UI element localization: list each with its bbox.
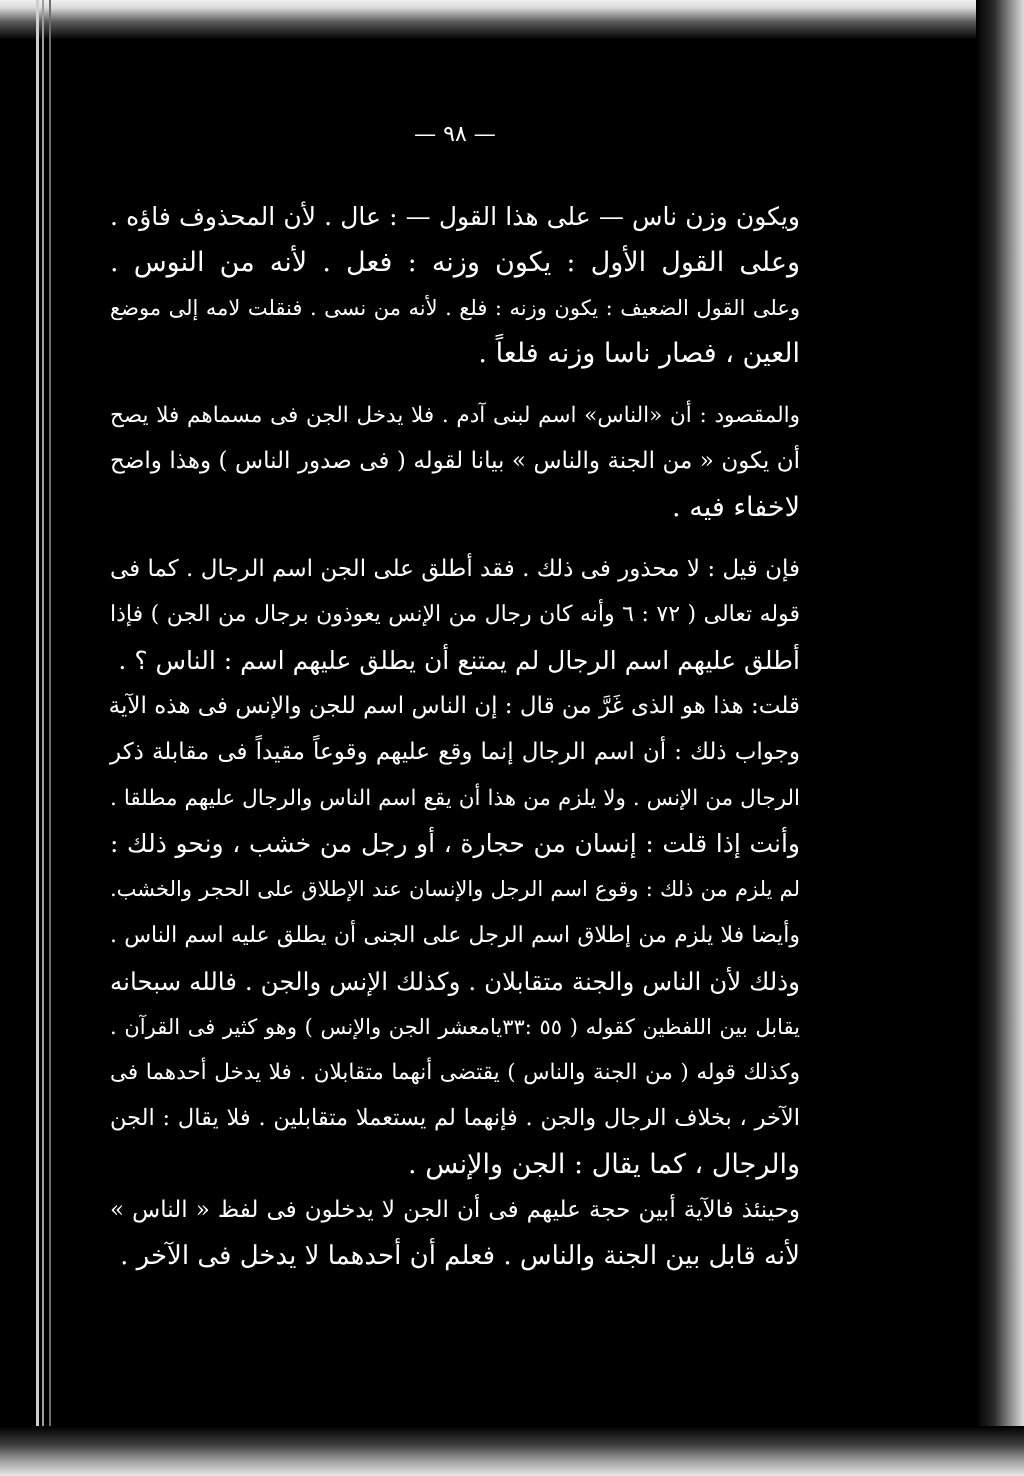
text-line: وعلى القول الأول : يكون وزنه : فعل . لأنه من النوس . [110, 246, 800, 278]
scanner-edge-line [49, 0, 51, 1476]
scanner-edge-top [0, 0, 1024, 40]
page-text-block [110, 120, 800, 1279]
text-line: ويكون وزن ناس — على هذا القول — : عال . لأن المحذوف فاؤه . [110, 202, 800, 231]
scanner-edge-line [42, 0, 44, 1476]
text-line: لأنه قابل بين الجنة والناس . فعلم أن أحدهما لا يدخل فى الآخر . [120, 1240, 800, 1271]
text-line: وأيضا فلا يلزم من إطلاق اسم الرجل على الجنى أن يطلق عليه اسم الناس . [110, 922, 800, 948]
scanner-edge-bottom [0, 1426, 1024, 1476]
scanner-edge-line [36, 0, 39, 1476]
text-line: وكذلك قوله ( من الجنة والناس ) يقتضى أنهما متقابلان . فلا يدخل أحدهما فى [110, 1060, 800, 1086]
text-line: وعلى القول الضعيف : يكون وزنه : فلع . لأنه من نسى . فنقلت لامه إلى موضع [110, 295, 800, 320]
text-line: وجواب ذلك : أن اسم الرجال إنما وقع عليهم وقوعاً مقيداً فى مقابلة ذكر [110, 738, 800, 765]
text-line: قوله تعالى ( ٧٢ : ٦ وأنه كان رجال من الإنس يعوذون برجال من الجن ) فإذا [110, 602, 801, 628]
text-line: يقابل بين اللفظين كقوله ( ٥٥ :٣٣يامعشر الجن والإنس ) وهو كثير فى القرآن . [110, 1014, 800, 1039]
text-line: فإن قيل : لا محذور فى ذلك . فقد أطلق على الجن اسم الرجال . كما فى [110, 555, 800, 582]
text-line: لاخفاء فيه . [672, 491, 800, 523]
text-line: والرجال ، كما يقال : الجن والإنس . [408, 1148, 800, 1180]
text-line: الرجال من الإنس . ولا يلزم من هذا أن يقع اسم الناس والرجال عليهم مطلقا . [110, 785, 800, 811]
text-line: أن يكون « من الجنة والناس » بيانا لقوله ( فى صدور الناس ) وهذا واضح [110, 447, 800, 474]
text-line: العين ، فصار ناسا وزنه فلعاً . [478, 338, 800, 370]
text-line: وأنت إذا قلت : إنسان من حجارة ، أو رجل من خشب ، ونحو ذلك : [110, 829, 800, 859]
page-number: — ٩٨ — [414, 122, 496, 147]
text-line: الآخر ، بخلاف الرجال والجن . فإنهما لم يستعملا متقابلين . فلا يقال : الجن [110, 1105, 800, 1132]
text-line: لم يلزم من ذلك : وقوع اسم الرجل والإنسان عند الإطلاق على الحجر والخشب. [110, 877, 800, 902]
text-line: وحينئذ فالآية أبين حجة عليهم فى أن الجن لا يدخلون فى لفظ « الناس » [110, 1196, 800, 1223]
text-line: أطلق عليهم اسم الرجال لم يمتنع أن يطلق عليهم اسم : الناس ؟ . [118, 646, 800, 676]
text-line: قلت: هذا هو الذى غَرَّ من قال : إن الناس اسم للجن والإنس فى هذه الآية [108, 692, 800, 719]
text-line: وذلك لأن الناس والجنة متقابلان . وكذلك الإنس والجن . فالله سبحانه [110, 966, 800, 996]
text-line: والمقصود : أن «الناس» اسم لبنى آدم . فلا يدخل الجن فى مسماهم فلا يصح [110, 403, 800, 429]
scanner-edge-right [976, 0, 1024, 1476]
